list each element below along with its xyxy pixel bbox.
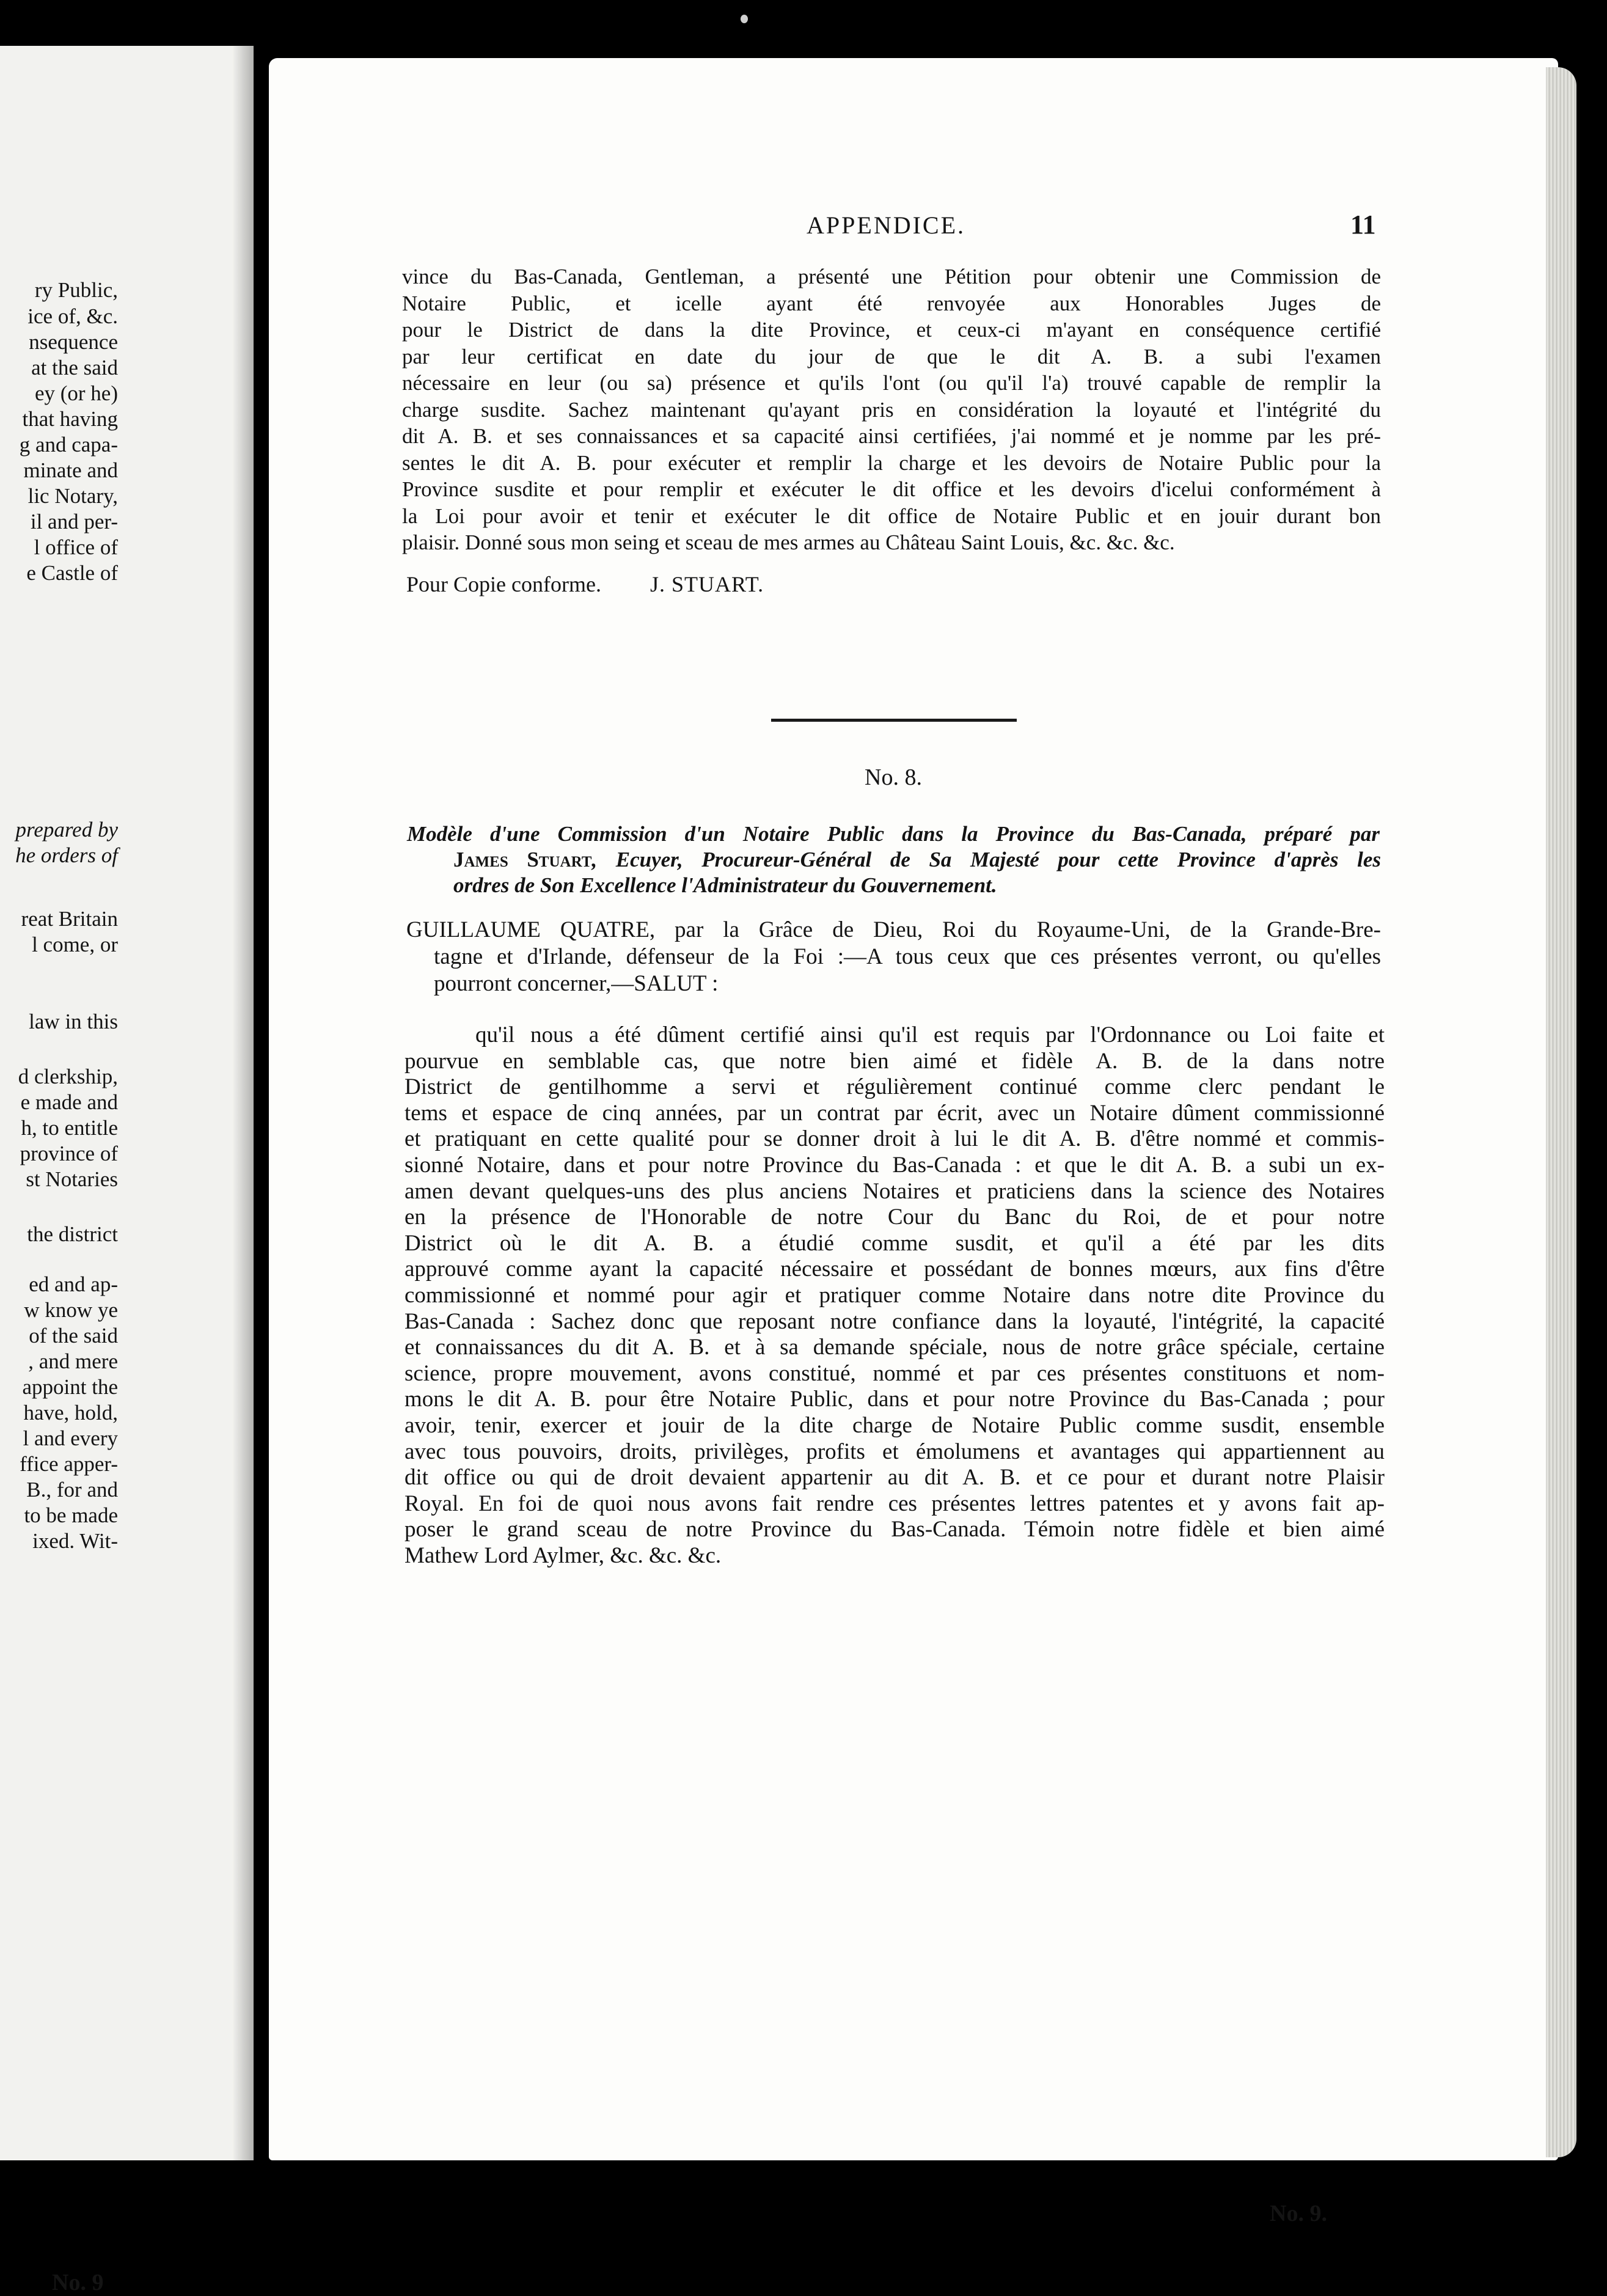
left-page-line: l office of — [34, 535, 118, 559]
body-line: Royal. En foi de quoi nous avons fait rendre ces présentes lettres patentes et y avons fait ap- — [404, 1491, 1385, 1516]
left-page-line: nsequence — [29, 330, 118, 354]
left-page-line: minate and — [23, 458, 118, 482]
left-page-line: ixed. Wit- — [32, 1529, 118, 1553]
title-line — [453, 873, 1381, 898]
body-line: Mathew Lord Aylmer, &c. &c. &c. — [404, 1543, 722, 1568]
left-page-line: l and every — [23, 1426, 118, 1450]
name-smallcaps: James Stuart — [453, 848, 592, 871]
left-page-line: of the said — [29, 1324, 118, 1348]
copy-label: Pour Copie conforme. — [406, 572, 601, 596]
section-heading: No. 8. — [865, 765, 922, 790]
text-line: Province susdite et pour remplir et exécuter le dit office et les devoirs d'icelui conformément à — [402, 477, 1381, 501]
proclamation-line: tagne et d'Irlande, défenseur de la Foi :—A tous ceux que ces présentes verront, ou qu'elles — [434, 944, 1381, 969]
left-page-line: ice of, &c. — [27, 304, 118, 328]
left-page-line: ry Public, — [34, 278, 118, 302]
body-line: et connaissances du dit A. B. et à sa demande spéciale, nous de notre grâce spéciale, certaine — [404, 1335, 1385, 1360]
title-text: ordres de Son Excellence l'Administrateur du Gouvernement. — [453, 873, 997, 897]
text-line: la Loi pour avoir et tenir et exécuter le dit office de Notaire Public et en jouir durant bon — [402, 504, 1381, 528]
text-line: Notaire Public, et icelle ayant été renvoyée aux Honorables Juges de — [402, 291, 1381, 315]
title-text: Modèle d'une Commission d'un Notaire Public dans la Province du Bas-Canada, préparé par — [407, 822, 1380, 846]
left-page-line: e Castle of — [26, 561, 118, 585]
left-page-line: e made and — [20, 1090, 118, 1114]
body-line: District de gentilhomme a servi et régulièrement continué comme clerc pendant le — [404, 1074, 1385, 1100]
text-line: par leur certificat en date du jour de que le dit A. B. a subi l'examen — [402, 344, 1381, 369]
body-line: en la présence de l'Honorable de notre Cour du Banc du Roi, de et pour notre — [404, 1205, 1385, 1230]
body-line: et pratiquant en cette qualité pour se donner droit à lui le dit A. B. d'être nommé et commis- — [404, 1126, 1385, 1152]
left-page-line: lic Notary, — [27, 484, 118, 508]
title-text: , Ecuyer, Procureur-Général de Sa Majesté pour cette Province d'après les — [591, 848, 1381, 871]
left-page-line: , and mere — [28, 1349, 118, 1373]
body-line: science, propre mouvement, avons constitué, nommé et par ces présentes constituons et nom- — [404, 1360, 1385, 1386]
text-line: nécessaire en leur (ou sa) présence et qu'ils l'ont (ou qu'il l'a) trouvé capable de remplir la — [402, 371, 1381, 395]
left-page-line: B., for and — [26, 1478, 118, 1502]
left-page-line: h, to entitle — [21, 1116, 118, 1140]
left-page-line: prepared by — [15, 818, 118, 842]
body-line: approuvé comme ayant la capacité nécessaire et possédant de bonnes mœurs, aux fins d'être — [404, 1256, 1385, 1282]
running-header: APPENDICE. — [807, 211, 966, 239]
left-page-line: at the said — [31, 356, 118, 380]
proclamation-line: pourront concerner,—SALUT : — [434, 971, 719, 996]
text-line: pour le District de dans la dite Province, et ceux-ci m'ayant en conséquence certifié — [402, 318, 1381, 342]
body-line: avec tous pouvoirs, droits, privilèges, profits et émolumens et avantages qui appartiennent au — [404, 1439, 1385, 1464]
page-edges — [1546, 67, 1576, 2157]
text-line: vince du Bas-Canada, Gentleman, a présenté une Pétition pour obtenir une Commission de — [402, 265, 1381, 288]
left-page-line: appoint the — [22, 1375, 118, 1399]
body-line: dit office ou qui de droit devaient appartenir au dit A. B. et ce pour et durant notre Plaisir — [404, 1465, 1385, 1491]
left-page-line: il and per- — [30, 510, 118, 534]
text-line: sentes le dit A. B. pour exécuter et remplir la charge et les devoirs de Notaire Public pour la — [402, 450, 1381, 475]
left-page-line: g and capa- — [19, 433, 118, 457]
body-line: mons le dit A. B. pour être Notaire Public, dans et pour notre Province du Bas-Canada ; pour — [404, 1387, 1385, 1412]
left-page-line: have, hold, — [23, 1401, 118, 1425]
text-line: plaisir. Donné sous mon seing et sceau de mes armes au Château Saint Louis, &c. &c. &c. — [402, 530, 1175, 554]
page-number: 11 — [1350, 210, 1376, 240]
left-page-line: ffice apper- — [20, 1452, 118, 1476]
body-line: avoir, tenir, exercer et jouir de la dite charge de Notaire Public comme susdit, ensemble — [404, 1413, 1385, 1438]
body-line: qu'il nous a été dûment certifié ainsi qu'il est requis par l'Ordonnance ou Loi faite et — [475, 1022, 1385, 1047]
catchword: No. 9. — [1270, 2201, 1327, 2226]
body-line: pourvue en semblable cas, que notre bien aimé et fidèle A. B. de la dans notre — [404, 1048, 1385, 1074]
body-line: sionné Notaire, dans et pour notre Province du Bas-Canada : et que le dit A. B. a subi un ex- — [404, 1153, 1385, 1178]
copy-certification — [406, 571, 764, 597]
body-line: amen devant quelques-uns des plus anciens Notaires et praticiens dans la science des Notaires — [404, 1178, 1385, 1204]
left-page-line: ed and ap- — [29, 1272, 118, 1296]
title-line — [453, 848, 1381, 872]
left-page-line: w know ye — [24, 1298, 118, 1322]
title-line — [407, 822, 1380, 846]
left-page-line: he orders of — [15, 843, 118, 867]
signature: J. STUART. — [650, 572, 764, 596]
left-page-line: law in this — [29, 1010, 118, 1033]
book-gutter — [232, 46, 269, 2160]
proclamation-line: GUILLAUME QUATRE, par la Grâce de Dieu, Roi du Royaume-Uni, de la Grande-Bre- — [406, 917, 1381, 942]
left-page-line: l come, or — [32, 933, 118, 956]
text-line: dit A. B. et ses connaissances et sa capacité ainsi certifiées, j'ai nommé et je nomme par les pré- — [402, 424, 1381, 448]
body-line: commissionné et nommé pour agir et pratiquer comme Notaire dans notre dite Province du — [404, 1283, 1385, 1308]
section-divider — [771, 719, 1017, 722]
left-page-line: d clerkship, — [18, 1065, 118, 1088]
body-line: tems et espace de cinq années, par un contrat par écrit, avec un Notaire dûment commissionné — [404, 1100, 1385, 1126]
left-page-line: to be made — [24, 1503, 118, 1527]
body-line: poser le grand sceau de notre Province du Bas-Canada. Témoin notre fidèle et bien aimé — [404, 1517, 1385, 1542]
left-page-line: province of — [20, 1142, 118, 1165]
text-line: charge susdite. Sachez maintenant qu'ayant pris en considération la loyauté et l'intégrité du — [402, 397, 1381, 422]
left-page-line: reat Britain — [21, 907, 118, 931]
body-line: District où le dit A. B. a étudié comme susdit, et qu'il a été par les dits — [404, 1230, 1385, 1256]
left-page-line: that having — [22, 407, 118, 431]
left-page-line: the district — [27, 1222, 118, 1246]
left-page-fragment — [0, 46, 254, 2295]
body-line: Bas-Canada : Sachez donc que reposant notre confiance dans la loyauté, l'intégrité, la capacité — [404, 1308, 1385, 1334]
scan-speck — [741, 15, 748, 23]
left-page-line: ey (or he) — [34, 381, 118, 405]
left-page-footer: No. 9 — [52, 2270, 104, 2295]
left-page-line: st Notaries — [26, 1167, 118, 1191]
